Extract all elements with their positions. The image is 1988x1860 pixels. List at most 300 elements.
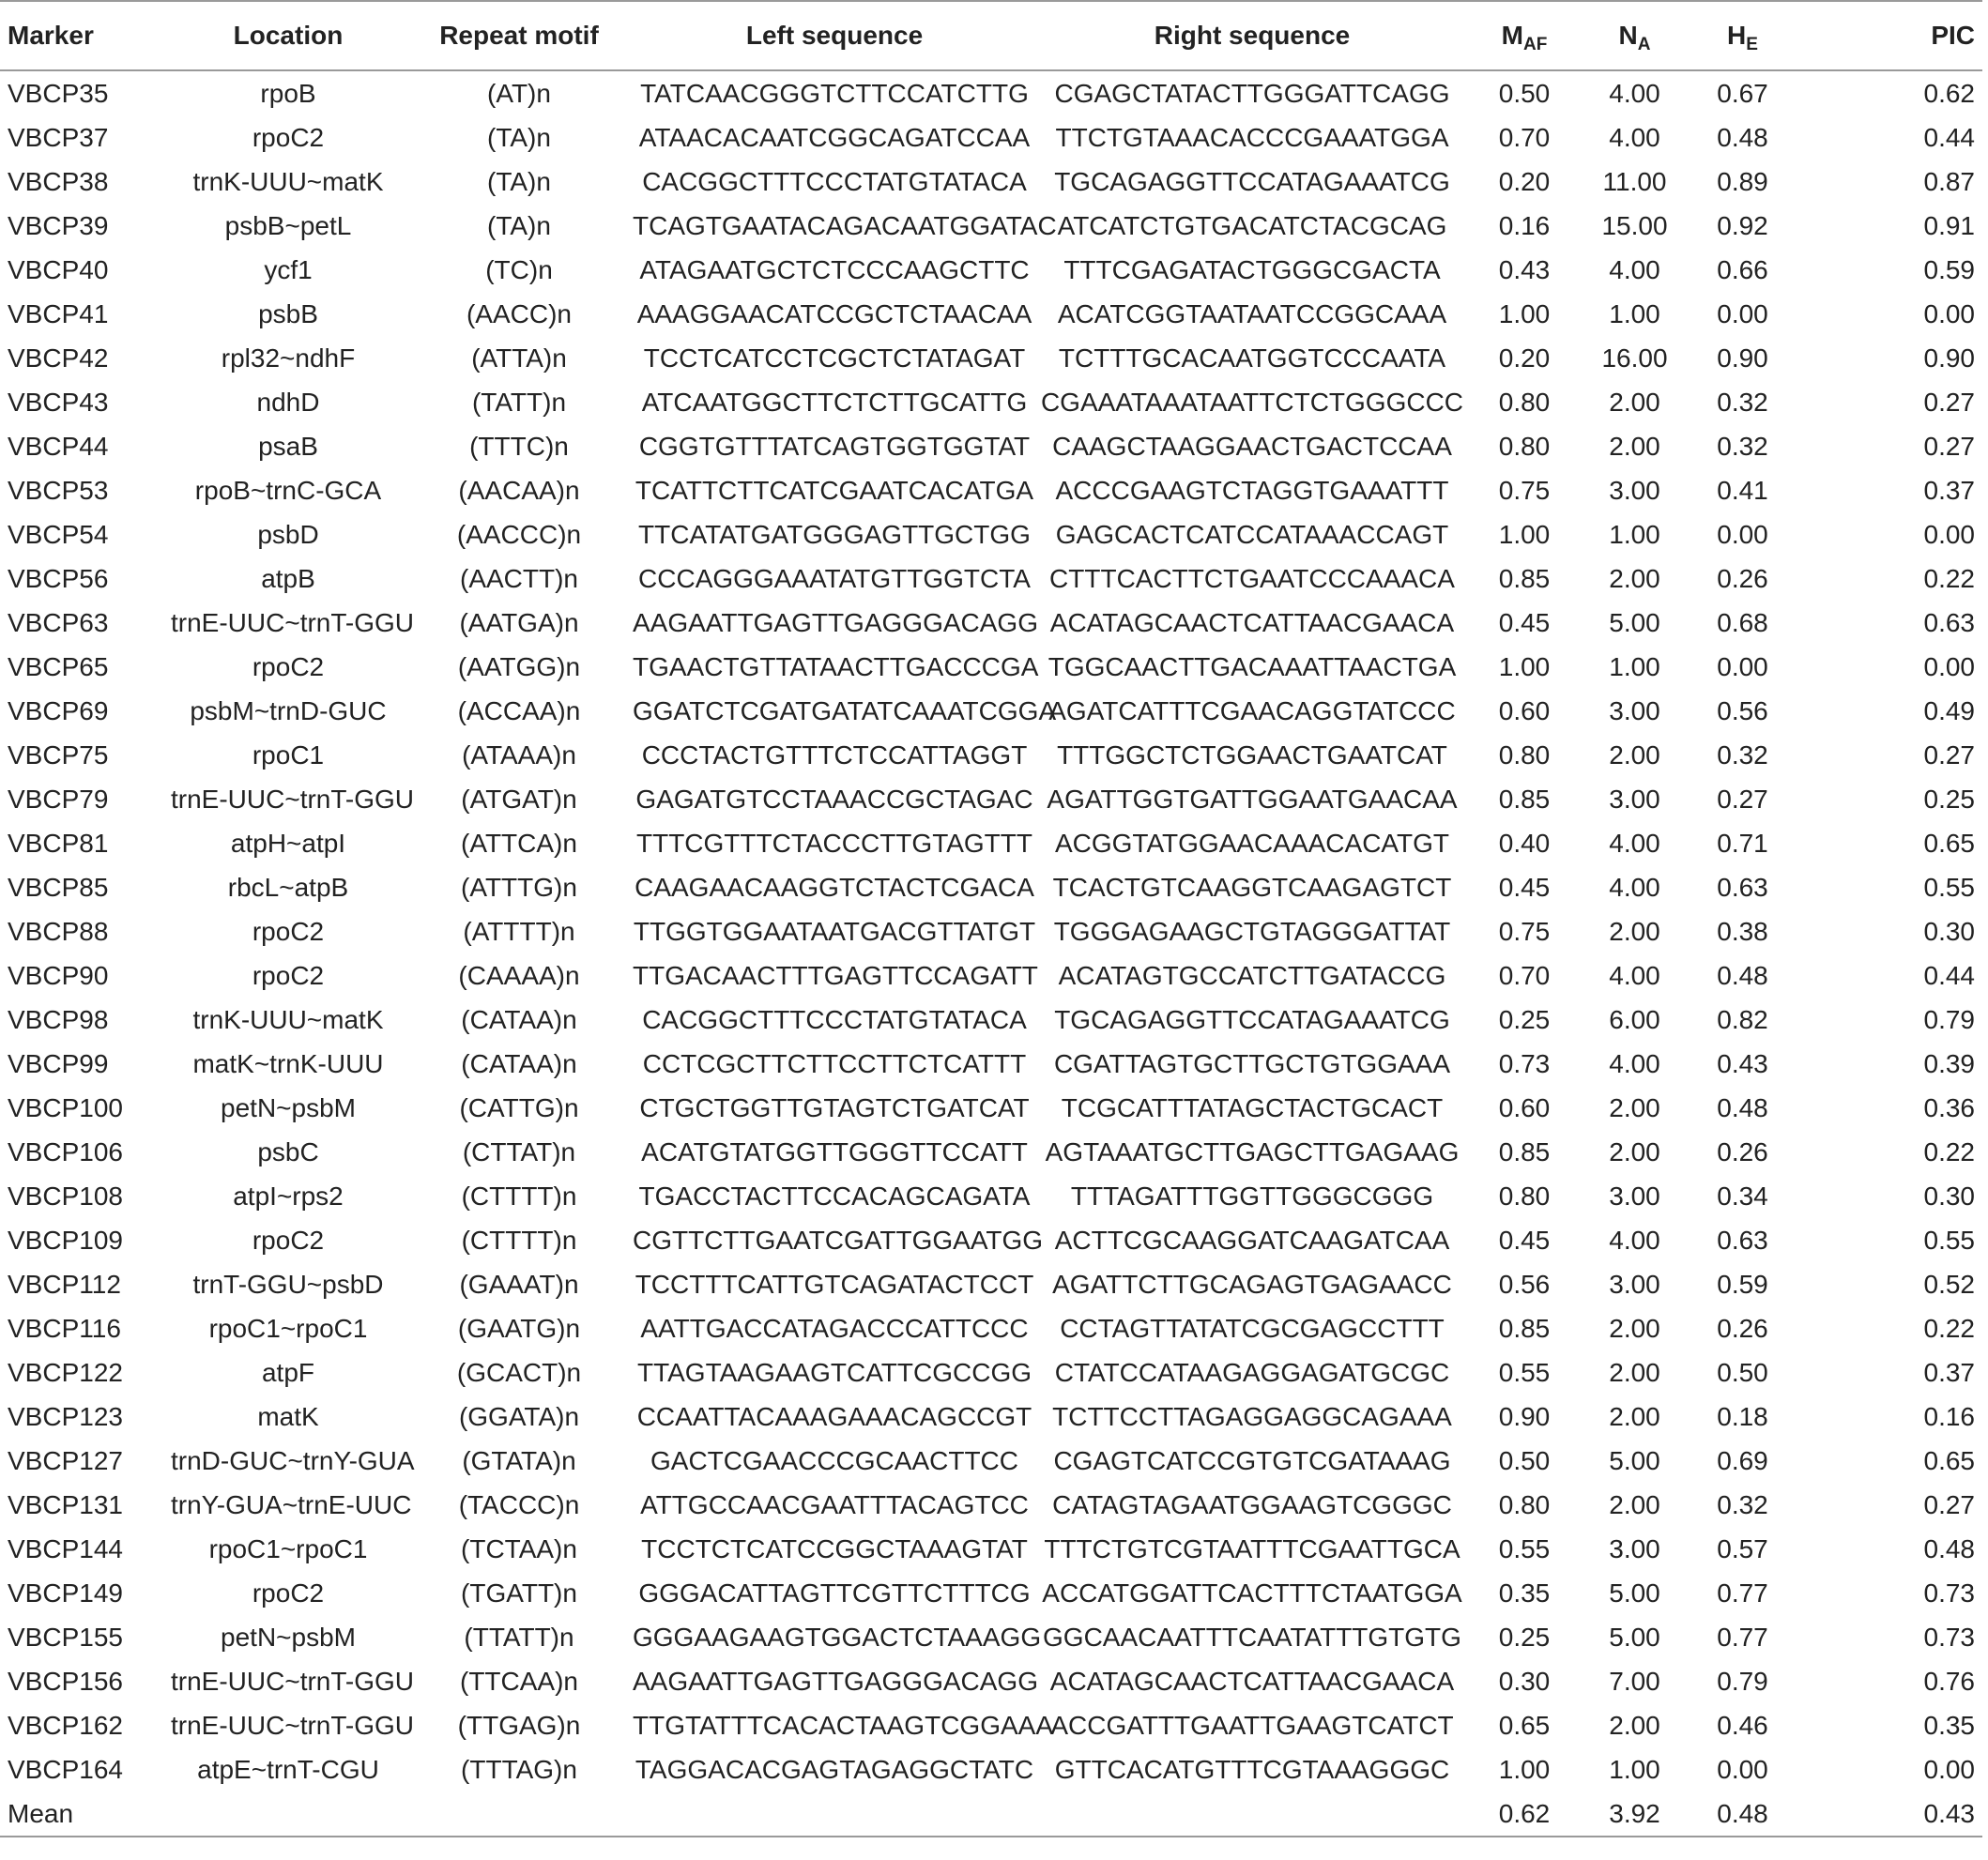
cell-pic: 0.27 xyxy=(1923,387,1975,417)
cell-marker: VBCP69 xyxy=(8,695,109,725)
table-row xyxy=(0,1791,1982,1837)
cell-marker: VBCP116 xyxy=(8,1313,121,1343)
cell-na: 11.00 xyxy=(1602,166,1667,196)
cell-repeat-motif: (TTTC)n xyxy=(469,431,569,461)
cell-maf: 0.65 xyxy=(1498,1710,1551,1740)
cell-location: matK~trnK-UUU xyxy=(192,1048,384,1078)
cell-na: 2.00 xyxy=(1609,916,1660,946)
cell-marker: VBCP127 xyxy=(8,1445,123,1475)
cell-right-sequence: TTTGGCTCTGGAACTGAATCAT xyxy=(1057,739,1447,770)
cell-maf: 0.20 xyxy=(1498,343,1551,373)
cell-repeat-motif: (CTTAT)n xyxy=(462,1136,576,1166)
cell-repeat-motif: (TTGAG)n xyxy=(457,1710,581,1740)
cell-right-sequence: TCTTCCTTAGAGGAGGCAGAAA xyxy=(1052,1401,1452,1431)
cell-pic: 0.90 xyxy=(1923,343,1975,373)
cell-na: 1.00 xyxy=(1609,298,1660,328)
cell-left-sequence: TTTCGTTTCTACCCTTGTAGTTT xyxy=(636,828,1032,858)
cell-repeat-motif: (CTTTT)n xyxy=(461,1225,577,1255)
cell-na: 4.00 xyxy=(1609,254,1660,284)
cell-he: 0.43 xyxy=(1717,1048,1768,1078)
cell-left-sequence: TCCTCATCCTCGCTCTATAGAT xyxy=(643,343,1026,373)
cell-left-sequence: ATAACACAATCGGCAGATCCAA xyxy=(638,122,1031,152)
cell-left-sequence: TTAGTAAGAAGTCATTCGCCGG xyxy=(637,1357,1032,1387)
cell-pic: 0.55 xyxy=(1923,872,1975,902)
cell-location: petN~psbM xyxy=(221,1622,356,1652)
cell-marker: VBCP122 xyxy=(8,1357,123,1387)
cell-maf: 0.70 xyxy=(1498,122,1551,152)
cell-repeat-motif: (ATTTG)n xyxy=(461,872,577,902)
cell-he: 0.66 xyxy=(1717,254,1768,284)
cell-he: 0.68 xyxy=(1717,607,1768,637)
cell-left-sequence: GGGAAGAAGTGGACTCTAAAGG xyxy=(633,1622,1042,1652)
cell-right-sequence: CTTTCACTTCTGAATCCCAAACA xyxy=(1049,563,1455,593)
cell-he: 0.82 xyxy=(1717,1004,1768,1034)
cell-location: trnE-UUC~trnT-GGU xyxy=(171,784,415,814)
cell-maf: 0.80 xyxy=(1498,1181,1551,1211)
cell-location: psaB xyxy=(258,431,318,461)
cell-left-sequence: TTGTATTTCACACTAAGTCGGAAA xyxy=(633,1710,1053,1740)
cell-location: rpl32~ndhF xyxy=(221,343,356,373)
table-row xyxy=(0,1395,1982,1439)
cell-repeat-motif: (GGATA)n xyxy=(458,1401,580,1431)
cell-marker: VBCP53 xyxy=(8,475,109,505)
cell-right-sequence: GAGCACTCATCCATAAACCAGT xyxy=(1055,519,1449,549)
cell-he: 0.48 xyxy=(1689,1791,1797,1837)
cell-repeat-motif: (TA)n xyxy=(487,210,551,240)
cell-pic: 0.49 xyxy=(1923,695,1975,725)
cell-location: rpoC1~rpoC1 xyxy=(208,1313,368,1343)
cell-left-sequence: AAGAATTGAGTTGAGGGACAGG xyxy=(633,1666,1038,1696)
cell-right-sequence: ACGGTATGGAACAAACACATGT xyxy=(1054,828,1450,858)
table-row xyxy=(0,733,1982,777)
cell-pic: 0.73 xyxy=(1923,1578,1975,1608)
cell-pic: 0.39 xyxy=(1923,1048,1975,1078)
cell-repeat-motif: (ATTCA)n xyxy=(461,828,577,858)
cell-he: 0.56 xyxy=(1717,695,1768,725)
cell-maf: 0.80 xyxy=(1498,1489,1551,1519)
header-pic: PIC xyxy=(1797,1,1982,70)
header-na-sub: A xyxy=(1637,35,1651,54)
cell-pic: 0.00 xyxy=(1923,519,1975,549)
cell-pic: 0.48 xyxy=(1923,1533,1975,1563)
cell-he: 0.79 xyxy=(1717,1666,1768,1696)
cell-repeat-motif: (CTTTT)n xyxy=(461,1181,577,1211)
cell-location: psbB xyxy=(258,298,318,328)
cell-left-sequence: CCTCGCTTCTTCCTTCTCATTT xyxy=(642,1048,1027,1078)
cell-repeat-motif: (TTATT)n xyxy=(464,1622,574,1652)
cell-repeat-motif: (TC)n xyxy=(485,254,553,284)
cell-he: 0.32 xyxy=(1717,387,1768,417)
table-row xyxy=(0,160,1982,204)
table-row xyxy=(0,777,1982,821)
cell-he: 0.48 xyxy=(1717,960,1768,990)
cell-he: 0.48 xyxy=(1717,1092,1768,1122)
table-row xyxy=(0,1659,1982,1703)
header-marker: Marker xyxy=(0,1,171,70)
cell-maf: 0.60 xyxy=(1498,1092,1551,1122)
cell-marker: VBCP112 xyxy=(8,1269,121,1299)
cell-he: 0.77 xyxy=(1717,1578,1768,1608)
cell-left-sequence: ATTGCCAACGAATTTACAGTCC xyxy=(640,1489,1029,1519)
cell-na: 5.00 xyxy=(1609,1445,1660,1475)
header-he-main: H xyxy=(1727,21,1747,50)
cell-marker: VBCP42 xyxy=(8,343,109,373)
cell-repeat-motif: (AACAA)n xyxy=(458,475,580,505)
cell-na: 4.00 xyxy=(1609,78,1660,108)
cell-he: 0.32 xyxy=(1717,739,1768,770)
cell-location: trnE-UUC~trnT-GGU xyxy=(171,607,415,637)
cell-left-sequence: ATCAATGGCTTCTCTTGCATTG xyxy=(641,387,1028,417)
cell-right-sequence: TGCAGAGGTTCCATAGAAATCG xyxy=(1054,1004,1450,1034)
cell-maf: 0.85 xyxy=(1498,1313,1551,1343)
cell-pic: 0.36 xyxy=(1923,1092,1975,1122)
cell-location: rpoB xyxy=(260,78,316,108)
cell-marker: VBCP75 xyxy=(8,739,109,770)
cell-location: matK xyxy=(257,1401,319,1431)
table-row xyxy=(0,1483,1982,1527)
header-na xyxy=(1581,1,1689,70)
table-row xyxy=(0,248,1982,292)
cell-he: 0.90 xyxy=(1717,343,1768,373)
table-row xyxy=(0,556,1982,601)
cell-maf: 0.85 xyxy=(1498,563,1551,593)
cell-location: psbD xyxy=(257,519,319,549)
cell-right-sequence: TCTTTGCACAATGGTCCCAATA xyxy=(1058,343,1446,373)
cell-marker: VBCP39 xyxy=(8,210,109,240)
cell-location: rpoC2 xyxy=(252,1578,325,1608)
cell-left-sequence: AAGAATTGAGTTGAGGGACAGG xyxy=(633,607,1038,637)
cell-left-sequence: TTGGTGGAATAATGACGTTATGT xyxy=(633,916,1036,946)
cell-marker: VBCP164 xyxy=(8,1754,123,1784)
cell-pic: 0.00 xyxy=(1923,651,1975,681)
header-location: Location xyxy=(171,1,405,70)
cell-maf: 0.56 xyxy=(1498,1269,1551,1299)
cell-left-sequence: TAGGACACGAGTAGAGGCTATC xyxy=(635,1754,1034,1784)
cell-pic: 0.27 xyxy=(1923,431,1975,461)
cell-marker: VBCP144 xyxy=(8,1533,123,1563)
table-row xyxy=(0,1130,1982,1174)
cell-left-sequence: CACGGCTTTCCCTATGTATACA xyxy=(642,1004,1027,1034)
cell-location: rpoC2 xyxy=(252,916,325,946)
cell-repeat-motif: (TGATT)n xyxy=(461,1578,577,1608)
header-maf-main: M xyxy=(1501,21,1523,50)
cell-repeat-motif: (TA)n xyxy=(487,166,551,196)
cell-pic: 0.44 xyxy=(1923,122,1975,152)
cell-left-sequence: AAAGGAACATCCGCTCTAACAA xyxy=(636,298,1032,328)
cell-location: atpH~atpI xyxy=(230,828,346,858)
cell-repeat-motif: (GAATG)n xyxy=(457,1313,581,1343)
cell-left-sequence: CACGGCTTTCCCTATGTATACA xyxy=(642,166,1027,196)
cell-location xyxy=(171,1791,405,1837)
cell-na: 3.00 xyxy=(1609,695,1660,725)
cell-na: 4.00 xyxy=(1609,828,1660,858)
cell-right-sequence: CGAAATAAATAATTCTCTGGGCCC xyxy=(1040,387,1464,417)
cell-location: trnD-GUC~trnY-GUA xyxy=(171,1445,415,1475)
cell-maf: 0.75 xyxy=(1498,916,1551,946)
cell-repeat-motif: (AACTT)n xyxy=(460,563,578,593)
cell-left-sequence: TGACCTACTTCCACAGCAGATA xyxy=(638,1181,1031,1211)
cell-marker: VBCP109 xyxy=(8,1225,123,1255)
table-row xyxy=(0,998,1982,1042)
table-row xyxy=(0,909,1982,953)
cell-he: 0.32 xyxy=(1717,431,1768,461)
cell-he: 0.63 xyxy=(1717,872,1768,902)
cell-maf: 0.55 xyxy=(1498,1357,1551,1387)
cell-repeat-motif: (AATGG)n xyxy=(457,651,581,681)
cell-marker: VBCP40 xyxy=(8,254,109,284)
cell-pic: 0.43 xyxy=(1797,1791,1982,1837)
cell-marker: VBCP108 xyxy=(8,1181,123,1211)
cell-na: 5.00 xyxy=(1609,1578,1660,1608)
cell-na: 5.00 xyxy=(1609,1622,1660,1652)
cell-maf: 0.80 xyxy=(1498,387,1551,417)
cell-na: 6.00 xyxy=(1609,1004,1660,1034)
cell-pic: 0.27 xyxy=(1923,1489,1975,1519)
header-left-sequence: Left sequence xyxy=(633,1,1036,70)
cell-maf: 1.00 xyxy=(1498,651,1551,681)
cell-pic: 0.52 xyxy=(1923,1269,1975,1299)
cell-right-sequence: ACATAGCAACTCATTAACGAACA xyxy=(1049,1666,1455,1696)
cell-right-sequence: TGGCAACTTGACAAATTAACTGA xyxy=(1048,651,1457,681)
cell-pic: 0.59 xyxy=(1923,254,1975,284)
table-row xyxy=(0,601,1982,645)
cell-left-sequence: TCATTCTTCATCGAATCACATGA xyxy=(635,475,1034,505)
cell-marker: VBCP63 xyxy=(8,607,109,637)
cell-location: rpoC2 xyxy=(252,960,325,990)
cell-na: 2.00 xyxy=(1609,1092,1660,1122)
cell-pic: 0.44 xyxy=(1923,960,1975,990)
table-row xyxy=(0,1042,1982,1086)
table-row xyxy=(0,1306,1982,1350)
table-row xyxy=(0,645,1982,689)
cell-na: 16.00 xyxy=(1601,343,1668,373)
cell-left-sequence: TATCAACGGGTCTTCCATCTTG xyxy=(640,78,1029,108)
cell-maf: 1.00 xyxy=(1498,1754,1551,1784)
cell-left-sequence: TCCTTTCATTGTCAGATACTCCT xyxy=(635,1269,1034,1299)
cell-location: atpE~trnT-CGU xyxy=(197,1754,379,1784)
cell-right-sequence: CGAGCTATACTTGGGATTCAGG xyxy=(1054,78,1450,108)
cell-marker: VBCP162 xyxy=(8,1710,123,1740)
cell-right-sequence: TTTAGATTTGGTTGGGCGGG xyxy=(1070,1181,1434,1211)
cell-na: 3.00 xyxy=(1609,1269,1660,1299)
cell-he: 0.00 xyxy=(1717,298,1768,328)
cell-repeat-motif: (AATGA)n xyxy=(459,607,579,637)
cell-marker: VBCP38 xyxy=(8,166,109,196)
cell-repeat-motif: (TTCAA)n xyxy=(460,1666,578,1696)
cell-location: atpI~rps2 xyxy=(233,1181,344,1211)
cell-maf: 0.85 xyxy=(1498,1136,1551,1166)
table-row xyxy=(0,1086,1982,1130)
cell-marker: VBCP79 xyxy=(8,784,109,814)
header-he-sub: E xyxy=(1746,35,1758,54)
cell-left-sequence: CCCTACTGTTTCTCCATTAGGT xyxy=(641,739,1028,770)
cell-pic: 0.22 xyxy=(1923,563,1975,593)
cell-maf: 0.20 xyxy=(1498,166,1551,196)
table-body xyxy=(0,70,1982,1837)
cell-na: 2.00 xyxy=(1609,1357,1660,1387)
cell-pic: 0.25 xyxy=(1923,784,1975,814)
table-row xyxy=(0,1439,1982,1483)
cell-marker: VBCP81 xyxy=(8,828,109,858)
cell-right-sequence: GTTCACATGTTTCGTAAAGGGC xyxy=(1054,1754,1450,1784)
cell-left-sequence: CAAGAACAAGGTCTACTCGACA xyxy=(635,872,1034,902)
cell-na: 7.00 xyxy=(1609,1666,1660,1696)
cell-maf: 0.25 xyxy=(1498,1004,1551,1034)
cell-na: 2.00 xyxy=(1609,563,1660,593)
cell-left-sequence: CCCAGGGAAATATGTTGGTCTA xyxy=(638,563,1031,593)
cell-repeat-motif: (CATAA)n xyxy=(461,1048,577,1078)
cell-pic: 0.37 xyxy=(1923,475,1975,505)
cell-right-sequence: ACATAGCAACTCATTAACGAACA xyxy=(1049,607,1455,637)
cell-na: 1.00 xyxy=(1609,519,1660,549)
table-row xyxy=(0,424,1982,468)
table-row xyxy=(0,1615,1982,1659)
cell-maf: 0.50 xyxy=(1498,1445,1551,1475)
cell-right-sequence: CCTAGTTATATCGCGAGCCTTT xyxy=(1060,1313,1445,1343)
cell-he: 0.89 xyxy=(1717,166,1768,196)
cell-maf: 0.16 xyxy=(1498,210,1551,240)
table-row xyxy=(0,292,1982,336)
cell-pic: 0.00 xyxy=(1923,298,1975,328)
header-row xyxy=(0,1,1982,70)
cell-left-sequence: TTCATATGATGGGAGTTGCTGG xyxy=(638,519,1031,549)
cell-marker: VBCP54 xyxy=(8,519,109,549)
cell-location: rpoB~trnC-GCA xyxy=(194,475,382,505)
cell-location: psbC xyxy=(257,1136,319,1166)
cell-location: petN~psbM xyxy=(221,1092,356,1122)
cell-marker: VBCP156 xyxy=(8,1666,123,1696)
cell-marker: VBCP131 xyxy=(8,1489,123,1519)
cell-right-sequence: TTTCTGTCGTAATTTCGAATTGCA xyxy=(1044,1533,1460,1563)
cell-pic: 0.79 xyxy=(1923,1004,1975,1034)
cell-marker: VBCP44 xyxy=(8,431,109,461)
cell-marker: VBCP43 xyxy=(8,387,109,417)
header-na-main: N xyxy=(1618,21,1638,50)
cell-pic: 0.62 xyxy=(1923,78,1975,108)
cell-maf: 0.40 xyxy=(1498,828,1551,858)
cell-na: 2.00 xyxy=(1609,1710,1660,1740)
cell-location: atpB xyxy=(261,563,315,593)
cell-right-sequence: ATCATCTGTGACATCTACGCAG xyxy=(1057,210,1447,240)
cell-he: 0.50 xyxy=(1717,1357,1768,1387)
cell-right-sequence: CTATCCATAAGAGGAGATGCGC xyxy=(1054,1357,1450,1387)
cell-maf: 0.43 xyxy=(1498,254,1551,284)
cell-marker: VBCP41 xyxy=(8,298,109,328)
cell-marker: VBCP100 xyxy=(8,1092,123,1122)
cell-repeat-motif: (GTATA)n xyxy=(462,1445,576,1475)
cell-pic: 0.35 xyxy=(1923,1710,1975,1740)
cell-maf: 0.62 xyxy=(1468,1791,1581,1837)
cell-repeat-motif: (CATTG)n xyxy=(459,1092,579,1122)
header-he xyxy=(1689,1,1797,70)
cell-maf: 0.80 xyxy=(1498,739,1551,770)
cell-maf: 0.45 xyxy=(1498,1225,1551,1255)
cell-marker: VBCP155 xyxy=(8,1622,123,1652)
cell-he: 0.26 xyxy=(1717,563,1768,593)
cell-left-sequence: ATAGAATGCTCTCCCAAGCTTC xyxy=(639,254,1030,284)
cell-maf: 0.73 xyxy=(1498,1048,1551,1078)
cell-he: 0.69 xyxy=(1717,1445,1768,1475)
cell-right-sequence: CAAGCTAAGGAACTGACTCCAA xyxy=(1052,431,1452,461)
cell-pic: 0.30 xyxy=(1923,1181,1975,1211)
cell-marker: VBCP98 xyxy=(8,1004,109,1034)
cell-location: rpoC1~rpoC1 xyxy=(208,1533,368,1563)
cell-pic: 0.91 xyxy=(1923,210,1975,240)
cell-repeat-motif: (ATAAA)n xyxy=(462,739,576,770)
cell-repeat-motif: (GAAAT)n xyxy=(459,1269,579,1299)
table-row xyxy=(0,1218,1982,1262)
cell-maf: 0.30 xyxy=(1498,1666,1551,1696)
cell-pic: 0.37 xyxy=(1923,1357,1975,1387)
table-row xyxy=(0,468,1982,512)
cell-right-sequence: GGCAACAATTTCAATATTTGTGTG xyxy=(1043,1622,1461,1652)
cell-right-sequence: CGATTAGTGCTTGCTGTGGAAA xyxy=(1053,1048,1451,1078)
cell-maf: 1.00 xyxy=(1498,519,1551,549)
cell-right-sequence: ACCGATTTGAATTGAAGTCATCT xyxy=(1050,1710,1454,1740)
table-row xyxy=(0,70,1982,115)
cell-pic: 0.22 xyxy=(1923,1313,1975,1343)
cell-right-sequence: AGATCATTTCGAACAGGTATCCC xyxy=(1048,695,1456,725)
cell-maf: 0.35 xyxy=(1498,1578,1551,1608)
cell-repeat-motif: (ATTA)n xyxy=(471,343,567,373)
cell-right-sequence: ACATAGTGCCATCTTGATACCG xyxy=(1058,960,1446,990)
cell-maf: 0.80 xyxy=(1498,431,1551,461)
cell-right-sequence: TGCAGAGGTTCCATAGAAATCG xyxy=(1054,166,1450,196)
cell-maf: 0.85 xyxy=(1498,784,1551,814)
cell-he: 0.63 xyxy=(1717,1225,1768,1255)
cell-na: 4.00 xyxy=(1609,1225,1660,1255)
cell-left-sequence: TCAGTGAATACAGACAATGGATAC xyxy=(633,210,1057,240)
cell-left-sequence: CCAATTACAAAGAAACAGCCGT xyxy=(636,1401,1032,1431)
cell-right-sequence: ACATCGGTAATAATCCGGCAAA xyxy=(1057,298,1447,328)
cell-left-sequence: GAGATGTCCTAAACCGCTAGAC xyxy=(635,784,1033,814)
table-row xyxy=(0,1527,1982,1571)
cell-repeat-motif: (GCACT)n xyxy=(456,1357,582,1387)
cell-location: rpoC2 xyxy=(252,651,325,681)
cell-na: 4.00 xyxy=(1609,122,1660,152)
cell-he: 0.27 xyxy=(1717,784,1768,814)
cell-location: psbB~petL xyxy=(224,210,352,240)
cell-repeat-motif xyxy=(405,1791,633,1837)
cell-maf: 0.50 xyxy=(1498,78,1551,108)
cell-maf: 0.90 xyxy=(1498,1401,1551,1431)
cell-marker: VBCP99 xyxy=(8,1048,109,1078)
cell-left-sequence: TGAACTGTTATAACTTGACCCGA xyxy=(633,651,1039,681)
cell-left-sequence: CGGTGTTTATCAGTGGTGGTAT xyxy=(638,431,1031,461)
cell-pic: 0.63 xyxy=(1923,607,1975,637)
cell-left-sequence: AATTGACCATAGACCCATTCCC xyxy=(640,1313,1029,1343)
cell-left-sequence: CGTTCTTGAATCGATTGGAATGG xyxy=(633,1225,1044,1255)
cell-na: 2.00 xyxy=(1609,739,1660,770)
cell-repeat-motif: (AT)n xyxy=(487,78,551,108)
cell-na: 3.00 xyxy=(1609,1181,1660,1211)
cell-na: 2.00 xyxy=(1609,1136,1660,1166)
cell-na: 4.00 xyxy=(1609,872,1660,902)
table-row xyxy=(0,1703,1982,1747)
cell-marker: Mean xyxy=(0,1791,171,1837)
cell-maf: 0.45 xyxy=(1498,607,1551,637)
header-right-sequence: Right sequence xyxy=(1036,1,1468,70)
cell-na: 2.00 xyxy=(1609,431,1660,461)
cell-right-sequence: CGAGTCATCCGTGTCGATAAAG xyxy=(1053,1445,1451,1475)
cell-repeat-motif: (ACCAA)n xyxy=(457,695,581,725)
cell-na: 4.00 xyxy=(1609,1048,1660,1078)
cell-location: trnE-UUC~trnT-GGU xyxy=(171,1666,415,1696)
cell-right-sequence: CATAGTAGAATGGAAGTCGGGC xyxy=(1052,1489,1452,1519)
cell-repeat-motif: (CAAAA)n xyxy=(458,960,580,990)
cell-na: 1.00 xyxy=(1609,1754,1660,1784)
header-maf-sub: AF xyxy=(1523,35,1548,54)
